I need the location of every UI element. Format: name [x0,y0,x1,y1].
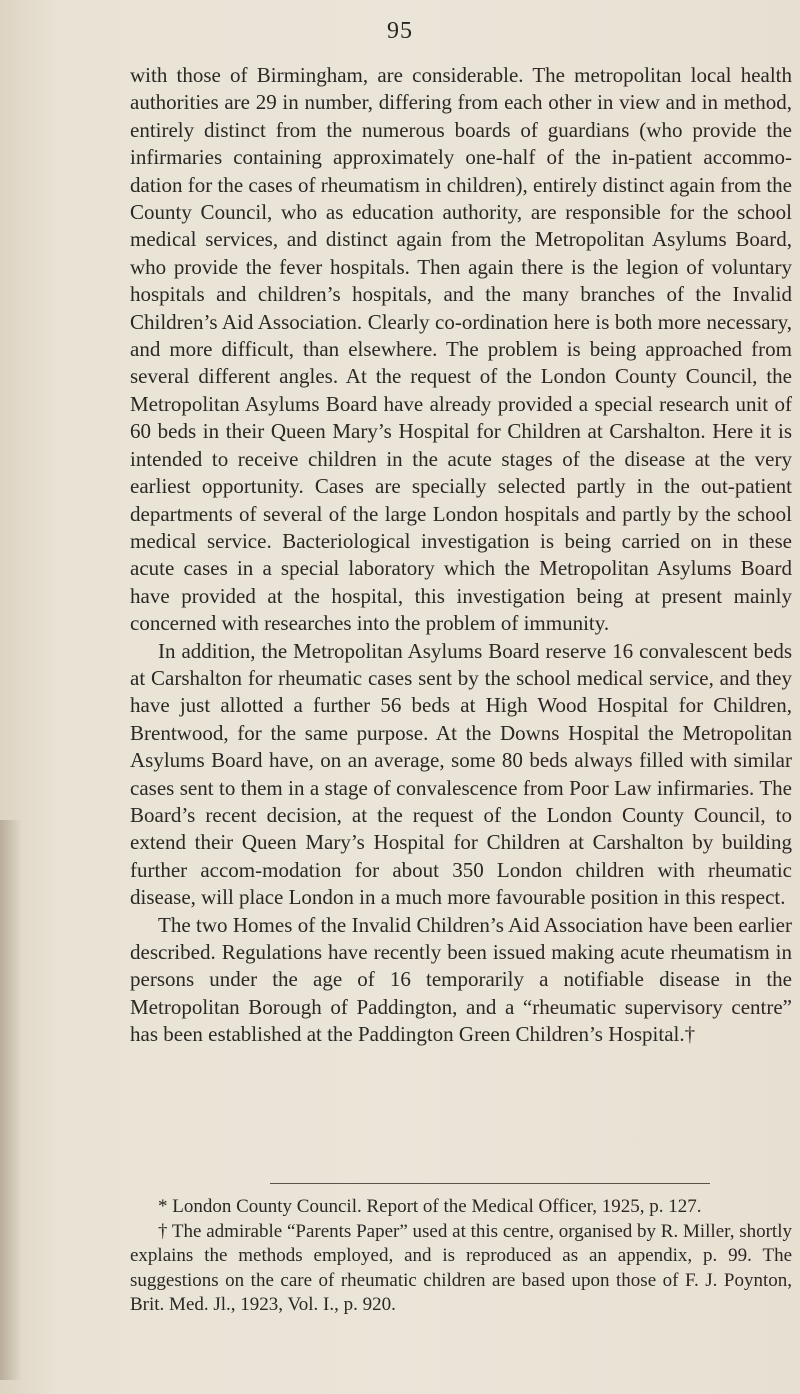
footnote-1: * London County Council. Report of the Medical Officer, 1925, p. 127. [158,1196,702,1217]
footnote-2: † The admirable “Parents Paper” used at this centre, organised by R. Miller, shortly explains the methods employed, and is reproduced as an appendix, p. 99. The suggestions on the care of rheumatic children are based upon those of F. J. Poynton, Brit. Med. Jl., 1923, Vol. I., p. 920. [130,1220,792,1315]
page-number: 95 [387,18,413,44]
paragraph-3: The two Homes of the Invalid Children’s Aid Association have been earlier described. Regulations have recently been issued making acute rheumatism in persons under the age of 16 temporarily a notifiable disease in the Metropolitan Borough of Paddington, and a “rheumatic supervisory centre” has been established at the Paddington Green Children’s Hospital.† [130,912,792,1047]
paragraph-1: with those of Birmingham, are considerable. The metropolitan local health authorities are 29 in number, differing from each other in view and in method, entirely distinct from the numerous boards of guardians (who provide the infirmaries containing approximately one-half of the in-patient accommo-dation for the cases of rheumatism in children), entirely distinct again from the County Council, who as education authority, are responsible for the school medical services, and distinct again from the Metropolitan Asylums Board, who provide the fever hospitals. Then again there is the legion of voluntary hospitals and children’s hospitals, and the many branches of the Invalid Children’s Aid Association. Clearly co-ordination here is both more necessary, and more difficult, than elsewhere. The problem is being approached from several different angles. At the request of the London County Council, the Metropolitan Asylums Board have already provided a special research unit of 60 beds in their Queen Mary’s Hospital for Children at Carshalton. Here it is intended to receive children in the acute stages of the disease at the very earliest opportunity. Cases are specially selected partly in the out-patient departments of several of the large London hospitals and partly by the school medical service. Bacteriological investigation is being carried on in these acute cases in a special laboratory which the Metropolitan Asylums Board have provided at the hospital, this investigation being at present mainly concerned with researches into the problem of immunity. [130,63,792,636]
page-edge-shadow [0,820,22,1380]
body-text [130,62,792,1049]
paragraph-2: In addition, the Metropolitan Asylums Board reserve 16 convalescent beds at Carshalton for rheumatic cases sent by the school medical service, and they have just allotted a further 56 beds at High Wood Hospital for Children, Brentwood, for the same purpose. At the Downs Hospital the Metropolitan Asylums Board have, on an average, some 80 beds always filled with similar cases sent to them in a stage of convalescence from Poor Law infirmaries. The Board’s recent decision, at the request of the London County Council, to extend their Queen Mary’s Hospital for Children at Carshalton by building further accom-modation for about 350 London children with rheumatic disease, will place London in a much more favourable position in this respect. [130,638,792,910]
footnote-rule [270,1183,710,1184]
footnotes [130,1195,792,1318]
